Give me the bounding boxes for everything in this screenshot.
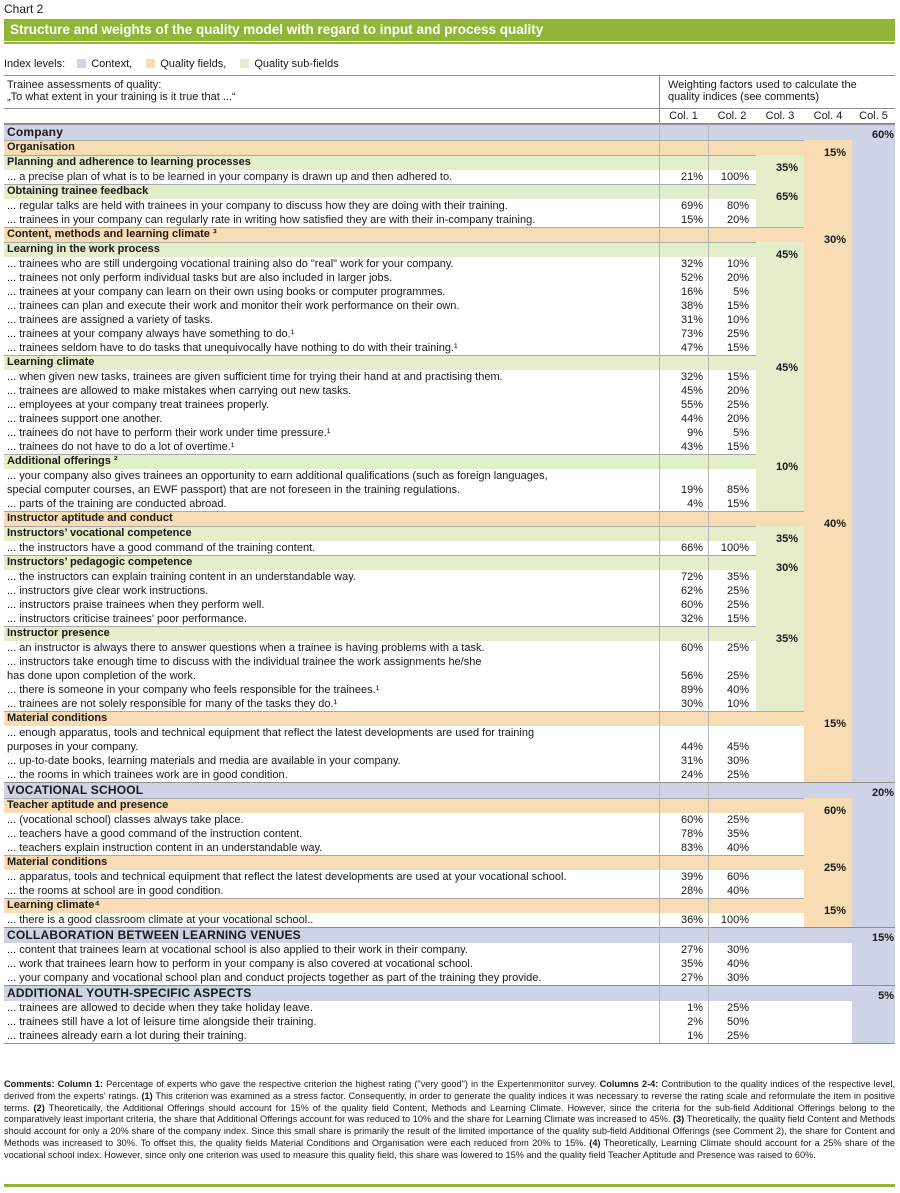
- col5-weight: 20%: [871, 787, 894, 799]
- col1-value: 1%: [687, 1002, 703, 1014]
- quality-field-row: [4, 898, 895, 917]
- row-label: ... your company and vocational school plan and conduct projects together as part of the training they provide.: [7, 972, 542, 984]
- col2-value: 25%: [726, 1002, 749, 1014]
- header-right-line-1: Weighting factors used to calculate the: [668, 79, 857, 91]
- col2-value: 80%: [726, 200, 749, 212]
- table-row: [4, 641, 895, 655]
- col1-value: 21%: [680, 171, 703, 183]
- col2-value: 25%: [726, 670, 749, 682]
- col1-value: 15%: [680, 214, 703, 226]
- row-label: ... trainees are allowed to decide when they take holiday leave.: [7, 1002, 313, 1014]
- table-row: [4, 957, 895, 971]
- col2-value: 25%: [726, 328, 749, 340]
- table-row: [4, 426, 895, 440]
- col2-value: 30%: [726, 755, 749, 767]
- col3-weight: 35%: [775, 162, 798, 174]
- col1-value: 45%: [680, 385, 703, 397]
- table-row: [4, 341, 895, 355]
- table-row: [4, 440, 895, 454]
- column-header-4: Col. 4: [813, 110, 843, 122]
- row-label: Learning in the work process: [7, 243, 160, 255]
- col3-weight: 35%: [775, 633, 798, 645]
- table-row: [4, 541, 895, 555]
- col4-weight: 15%: [823, 718, 846, 730]
- bottom-rule: [4, 1184, 895, 1187]
- table-row: [4, 655, 895, 683]
- comment-text: Theoretically, Learning Climate should account for a 25% share of the vocational school index. However, since only one criterion was used to measure this quality field, this share was lowered to 15% and the quality field Teacher Aptitude and Presence was raised to 60%.: [4, 1137, 896, 1160]
- col2-value: 25%: [726, 399, 749, 411]
- table-row: [4, 1015, 895, 1029]
- col2-value: 25%: [726, 585, 749, 597]
- row-label: Obtaining trainee feedback: [7, 185, 149, 197]
- table-row: [4, 598, 895, 612]
- col1-value: 47%: [680, 342, 703, 354]
- table-row: [4, 754, 895, 768]
- table-row: [4, 584, 895, 598]
- row-label: ... trainees do not have to do a lot of overtime.¹: [7, 441, 235, 453]
- row-label: Additional offerings ²: [7, 455, 118, 467]
- legend-swatch-quality-subfields: [240, 59, 249, 68]
- col1-value: 73%: [680, 328, 703, 340]
- col2-value: 10%: [726, 258, 749, 270]
- column-header-3: Col. 3: [765, 110, 795, 122]
- context-row: [4, 124, 895, 140]
- col1-value: 62%: [680, 585, 703, 597]
- col2-value: 20%: [726, 385, 749, 397]
- legend-swatch-context: [77, 59, 86, 68]
- row-label: Learning climate⁴: [7, 899, 100, 911]
- legend-prefix: Index levels:: [4, 58, 66, 70]
- row-label: ... there is a good classroom climate at your vocational school..: [7, 914, 314, 926]
- chart-label: Chart 2: [4, 2, 44, 16]
- row-label: ... an instructor is always there to answer questions when a trainee is having problems with a task.: [7, 642, 485, 654]
- col1-value: 83%: [680, 842, 703, 854]
- col3-weight: 10%: [775, 461, 798, 473]
- table-row: [4, 398, 895, 412]
- comment-text: This criterion was examined as a stress factor. Consequently, in order to generate the quality indices it was necessary to reverse the rating scale and reformulate the item in positive terms.: [4, 1090, 895, 1113]
- quality-subfield-row: [4, 526, 895, 545]
- col1-value: 30%: [680, 698, 703, 710]
- row-label: VOCATIONAL SCHOOL: [7, 783, 144, 797]
- comment-key: (1): [141, 1090, 153, 1101]
- col1-value: 24%: [680, 769, 703, 781]
- legend-swatch-quality-fields: [146, 59, 155, 68]
- table-row: [4, 370, 895, 384]
- table-row: [4, 827, 895, 841]
- col2-value: 50%: [726, 1016, 749, 1028]
- col1-value: 38%: [680, 300, 703, 312]
- col4-weight: 30%: [823, 234, 846, 246]
- row-label: ... trainees not only perform individual tasks but are also included in larger jobs.: [7, 272, 393, 284]
- col2-value: 40%: [726, 958, 749, 970]
- header-right-line-2: quality indices (see comments): [668, 91, 820, 103]
- comments-footnote: [4, 1079, 895, 1162]
- col1-value: 39%: [680, 871, 703, 883]
- col2-value: 35%: [726, 571, 749, 583]
- row-label: ... when given new tasks, trainees are given sufficient time for trying their hand at and practising them.: [7, 371, 503, 383]
- table-row: [4, 271, 895, 285]
- comment-text: Theoretically, the quality field Content and Methods should account for only a 20% share of the company index. Since this small share is primarily the result of the limited importance of the quality sub-field Additional Offerings (see Comment 2), the share for Content and Methods was increased to 30%. To offset this, the quality fields Material Conditions and Organisation were each reduced from 20% to 15%.: [4, 1114, 895, 1148]
- header-left-line-2: „To what extent in your training is it true that ...“: [7, 91, 236, 103]
- col1-value: 28%: [680, 885, 703, 897]
- row-label: ... the instructors have a good command of the training content.: [7, 542, 316, 554]
- col1-value: 32%: [680, 258, 703, 270]
- table-row: [4, 170, 895, 184]
- quality-subfield-row: [4, 555, 895, 574]
- row-label: ... instructors take enough time to discuss with the individual trainee the work assignments he/she has done upon completion of the work.: [7, 656, 482, 682]
- legend-label-quality-subfields: Quality sub-fields: [254, 58, 339, 70]
- quality-field-row: [4, 798, 895, 817]
- col1-value: 60%: [680, 642, 703, 654]
- column-header-row: [4, 108, 895, 124]
- table-row: [4, 313, 895, 327]
- page-title: Structure and weights of the quality model with regard to input and process quality: [4, 19, 895, 41]
- row-label: ... trainees at your company always have something to do.¹: [7, 328, 295, 340]
- row-label: ... trainees still have a lot of leisure time alongside their training.: [7, 1016, 317, 1028]
- comment-text: Percentage of experts who gave the respective criterion the highest rating ("very good") in the Expertenmonitor survey.: [103, 1079, 600, 1089]
- header-right: [668, 79, 893, 103]
- table-row: [4, 213, 895, 227]
- quality-subfield-row: [4, 355, 895, 374]
- table-row: [4, 971, 895, 985]
- col2-value: 40%: [726, 885, 749, 897]
- table-row: [4, 841, 895, 855]
- row-label: ... trainees can plan and execute their work and monitor their work performance on their own.: [7, 300, 460, 312]
- col2-value: 25%: [726, 1030, 749, 1042]
- comment-key: (3): [672, 1114, 685, 1125]
- row-label: Teacher aptitude and presence: [7, 799, 169, 811]
- col1-value: 69%: [680, 200, 703, 212]
- quality-subfield-row: [4, 454, 895, 473]
- col2-value: 10%: [726, 314, 749, 326]
- row-label: ... trainees who are still undergoing vocational training also do "real" work for your company.: [7, 258, 454, 270]
- col4-weight: 60%: [823, 805, 846, 817]
- col1-value: 89%: [680, 684, 703, 696]
- col4-weight: 25%: [823, 862, 846, 874]
- row-label: ... trainees in your company can regularly rate in writing how satisfied they are with their in-company training.: [7, 214, 536, 226]
- row-label: ... work that trainees learn how to perform in your company is also covered at vocational school.: [7, 958, 473, 970]
- legend-label-context: Context,: [91, 58, 133, 70]
- column-header-5: Col. 5: [859, 110, 888, 122]
- quality-subfield-row: [4, 155, 895, 174]
- comment-text: Theoretically, the Additional Offerings should account for 15% of the quality field Content, Methods and Learning Climate. However, since the criteria for the sub-field Additional Offerings belong to the comparatively least important criteria, the share that Additional Offerings account for was reduced to 10% and the share for Learning Climate was increased to 45%.: [4, 1102, 896, 1125]
- row-label: ... teachers explain instruction content in an understandable way.: [7, 842, 323, 854]
- col4-weight: 15%: [823, 147, 846, 159]
- row-label: Instructor aptitude and conduct: [7, 512, 173, 524]
- table-body: [4, 124, 895, 1043]
- table-row: [4, 327, 895, 341]
- col1-value: 78%: [680, 828, 703, 840]
- row-label: ... there is someone in your company who feels responsible for the trainees.¹: [7, 684, 380, 696]
- col2-value: 25%: [726, 814, 749, 826]
- quality-field-row: [4, 140, 895, 159]
- row-label: ... instructors criticise trainees' poor performance.: [7, 613, 247, 625]
- quality-field-row: [4, 511, 895, 530]
- table-bottom-border: [4, 1043, 895, 1044]
- col1-value: 4%: [687, 498, 703, 510]
- comment-key: (4): [589, 1137, 601, 1148]
- row-label: ... trainees at your company can learn on their own using books or computer programmes.: [7, 286, 446, 298]
- col1-value: 44%: [680, 741, 703, 753]
- row-label: ... trainees are not solely responsible for many of the tasks they do.¹: [7, 698, 338, 710]
- row-label: Instructors’ pedagogic competence: [7, 556, 193, 568]
- row-label: Organisation: [7, 141, 75, 153]
- col1-value: 72%: [680, 571, 703, 583]
- table-row: [4, 299, 895, 313]
- col2-value: 15%: [726, 300, 749, 312]
- col1-value: 60%: [680, 599, 703, 611]
- table-row: [4, 768, 895, 782]
- header-left: [7, 79, 647, 103]
- comment-text: Contribution to the quality indices of the respective level, derived from the experts' ratings.: [4, 1079, 895, 1101]
- col2-value: 45%: [726, 741, 749, 753]
- row-label: ... trainees already earn a lot during their training.: [7, 1030, 247, 1042]
- comment-key: Comments: Column 1:: [4, 1079, 104, 1089]
- col5-weight: 15%: [871, 932, 894, 944]
- row-label: ... the rooms at school are in good condition.: [7, 885, 224, 897]
- row-label: ... up-to-date books, learning materials and media are available in your company.: [7, 755, 401, 767]
- col1-value: 16%: [680, 286, 703, 298]
- row-label: ... your company also gives trainees an opportunity to earn additional qualifications (such as foreign languages, special computer courses, an EWF passport) that are not foreseen in the training regulations.: [7, 470, 548, 496]
- col1-value: 60%: [680, 814, 703, 826]
- col2-value: 10%: [726, 698, 749, 710]
- col1-value: 2%: [687, 1016, 703, 1028]
- row-label: Company: [7, 125, 64, 139]
- table-header: [4, 75, 895, 108]
- row-label: Content, methods and learning climate ³: [7, 228, 217, 240]
- col2-value: 15%: [726, 441, 749, 453]
- column-header-2: Col. 2: [717, 110, 747, 122]
- row-label: Material conditions: [7, 712, 108, 724]
- col2-value: 40%: [726, 842, 749, 854]
- quality-subfield-row: [4, 242, 895, 261]
- col3-weight: 65%: [775, 191, 798, 203]
- col2-value: 60%: [726, 871, 749, 883]
- col1-value: 44%: [680, 413, 703, 425]
- comment-key: (2): [33, 1102, 45, 1113]
- table-row: [4, 285, 895, 299]
- row-label: Instructor presence: [7, 627, 110, 639]
- table-row: [4, 497, 895, 511]
- header-left-line-1: Trainee assessments of quality:: [7, 79, 162, 91]
- row-label: ... instructors praise trainees when they perform well.: [7, 599, 265, 611]
- comment-key: Columns 2-4:: [599, 1079, 659, 1089]
- col2-value: 15%: [726, 342, 749, 354]
- context-row: [4, 927, 895, 943]
- row-label: ... parts of the training are conducted abroad.: [7, 498, 227, 510]
- table-row: [4, 697, 895, 711]
- table-row: [4, 1029, 895, 1043]
- row-label: ... trainees are allowed to make mistakes when carrying out new tasks.: [7, 385, 352, 397]
- col2-value: 100%: [720, 914, 749, 926]
- col2-value: 25%: [726, 599, 749, 611]
- table-row: [4, 913, 895, 927]
- col2-value: 85%: [726, 484, 749, 496]
- row-label: ... employees at your company treat trainees properly.: [7, 399, 270, 411]
- table-row: [4, 884, 895, 898]
- col2-value: 30%: [726, 972, 749, 984]
- row-label: ... trainees do not have to perform their work under time pressure.¹: [7, 427, 331, 439]
- table-row: [4, 570, 895, 584]
- row-label: Planning and adherence to learning processes: [7, 156, 251, 168]
- col1-value: 43%: [680, 441, 703, 453]
- row-label: ... trainees seldom have to do tasks that unequivocally have nothing to do with their training.¹: [7, 342, 458, 354]
- row-label: ... enough apparatus, tools and technical equipment that reflect the latest developments are used for training purposes in your company.: [7, 727, 535, 753]
- col2-value: 5%: [733, 286, 749, 298]
- title-underline: [4, 42, 895, 44]
- legend-label-quality-fields: Quality fields,: [160, 58, 227, 70]
- col2-value: 100%: [720, 171, 749, 183]
- context-row: [4, 782, 895, 798]
- table-row: [4, 813, 895, 827]
- row-label: Instructors’ vocational competence: [7, 527, 192, 539]
- col2-value: 25%: [726, 769, 749, 781]
- col2-value: 20%: [726, 413, 749, 425]
- col1-value: 56%: [680, 670, 703, 682]
- col2-value: 15%: [726, 498, 749, 510]
- col1-value: 31%: [680, 755, 703, 767]
- col3-weight: 35%: [775, 533, 798, 545]
- row-label: Learning climate: [7, 356, 95, 368]
- col1-value: 9%: [687, 427, 703, 439]
- col1-value: 1%: [687, 1030, 703, 1042]
- col2-value: 35%: [726, 828, 749, 840]
- col2-value: 100%: [720, 542, 749, 554]
- row-label: ... trainees are assigned a variety of tasks.: [7, 314, 214, 326]
- col1-value: 27%: [680, 972, 703, 984]
- table-row: [4, 257, 895, 271]
- context-row: [4, 985, 895, 1001]
- column-header-1: Col. 1: [669, 110, 698, 122]
- col1-value: 31%: [680, 314, 703, 326]
- row-label: ... instructors give clear work instructions.: [7, 585, 209, 597]
- table-row: [4, 469, 895, 497]
- index-level-legend: [4, 57, 341, 71]
- col1-value: 66%: [680, 542, 703, 554]
- table-row: [4, 683, 895, 697]
- table-row: [4, 199, 895, 213]
- col1-value: 55%: [680, 399, 703, 411]
- row-label: ... regular talks are held with trainees in your company to discuss how they are doing with their training.: [7, 200, 508, 212]
- table-row: [4, 1001, 895, 1015]
- col2-value: 25%: [726, 642, 749, 654]
- row-label: Material conditions: [7, 856, 108, 868]
- quality-field-row: [4, 711, 895, 730]
- table-row: [4, 726, 895, 754]
- row-label: ... the rooms in which trainees work are in good condition.: [7, 769, 288, 781]
- row-label: ... (vocational school) classes always take place.: [7, 814, 244, 826]
- col1-value: 27%: [680, 944, 703, 956]
- quality-subfield-row: [4, 184, 895, 203]
- table-row: [4, 943, 895, 957]
- row-label: COLLABORATION BETWEEN LEARNING VENUES: [7, 928, 301, 942]
- col2-value: 20%: [726, 214, 749, 226]
- col1-value: 52%: [680, 272, 703, 284]
- row-label: ... a precise plan of what is to be learned in your company is drawn up and then adhered to.: [7, 171, 453, 183]
- row-label: ... trainees support one another.: [7, 413, 163, 425]
- col5-weight: 5%: [878, 990, 894, 1002]
- row-label: ... the instructors can explain training content in an understandable way.: [7, 571, 356, 583]
- col1-value: 32%: [680, 371, 703, 383]
- col2-value: 20%: [726, 272, 749, 284]
- row-label: ... content that trainees learn at vocational school is also applied to their work in their company.: [7, 944, 468, 956]
- table-row: [4, 384, 895, 398]
- row-label: ... teachers have a good command of the instruction content.: [7, 828, 303, 840]
- quality-model-table: [4, 75, 895, 1043]
- col1-value: 32%: [680, 613, 703, 625]
- quality-field-row: [4, 855, 895, 874]
- col1-value: 35%: [680, 958, 703, 970]
- col4-weight: 15%: [823, 905, 846, 917]
- quality-subfield-row: [4, 626, 895, 645]
- col2-value: 15%: [726, 371, 749, 383]
- col1-value: 19%: [680, 484, 703, 496]
- table-row: [4, 612, 895, 626]
- col2-value: 15%: [726, 613, 749, 625]
- col5-weight: 60%: [871, 129, 894, 141]
- col2-value: 30%: [726, 944, 749, 956]
- col3-weight: 45%: [775, 249, 798, 261]
- col1-value: 36%: [680, 914, 703, 926]
- col2-value: 5%: [733, 427, 749, 439]
- col3-weight: 30%: [775, 562, 798, 574]
- col3-weight: 45%: [775, 362, 798, 374]
- quality-field-row: [4, 227, 895, 246]
- table-row: [4, 870, 895, 884]
- row-label: ... apparatus, tools and technical equipment that reflect the latest developments are used at your vocational school.: [7, 871, 567, 883]
- col4-weight: 40%: [823, 518, 846, 530]
- col2-value: 40%: [726, 684, 749, 696]
- row-label: ADDITIONAL YOUTH-SPECIFIC ASPECTS: [7, 986, 252, 1000]
- table-row: [4, 412, 895, 426]
